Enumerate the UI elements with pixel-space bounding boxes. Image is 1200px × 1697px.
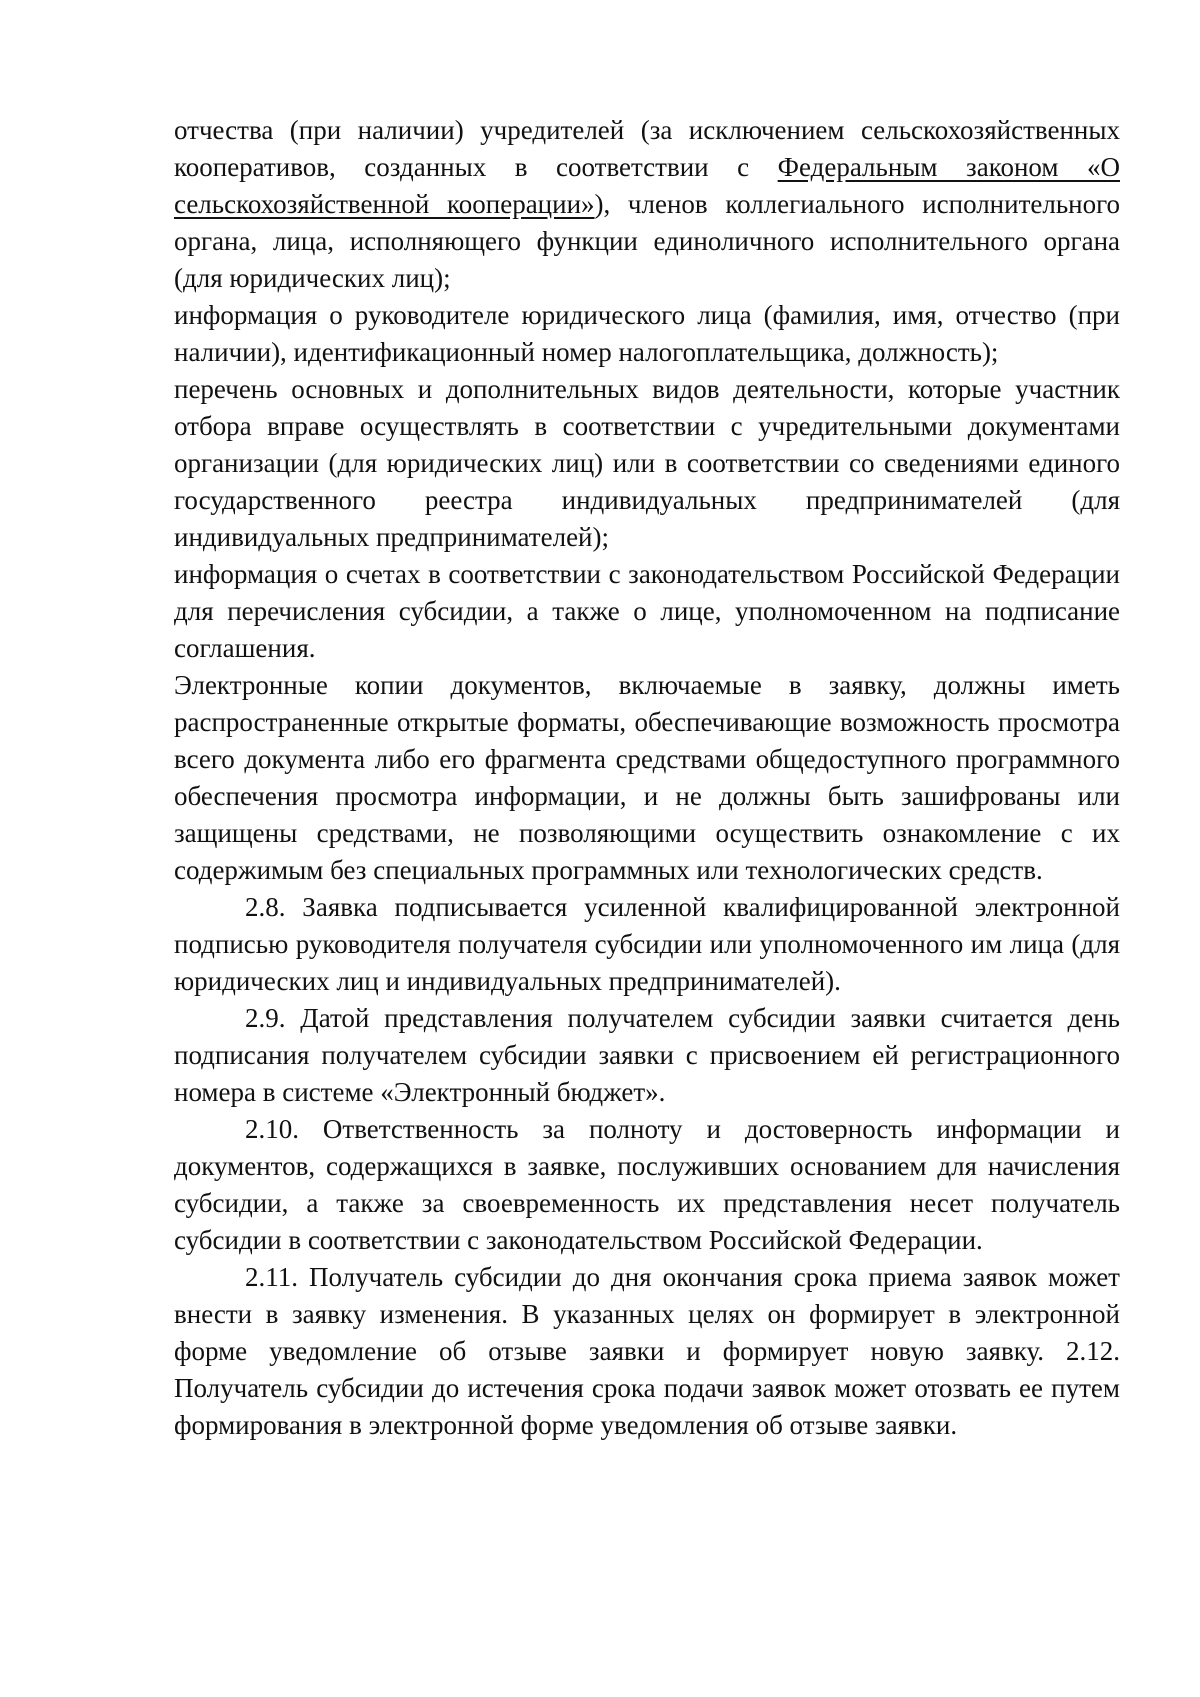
federal-law-link[interactable]: Федеральным законом «О сельскохозяйственной кооперации» xyxy=(174,152,1120,219)
paragraph-2-10: 2.10. Ответственность за полноту и достоверность информации и документов, содержащихся в заявке, послуживших основанием для начисления субсидии, а также за своевременность их представления несет получатель субсидии в соответствии с законодательством Российской Федерации. xyxy=(174,1114,1120,1255)
paragraph-2-11: 2.11. Получатель субсидии до дня окончания срока приема заявок может внести в заявку изменения. В указанных целях он формирует в электронной форме уведомление об отзыве заявки и формирует новую заявку. 2.12. Получатель субсидии до истечения срока подачи заявок может отозвать ее путем формирования в электронной форме уведомления об отзыве заявки. xyxy=(174,1262,1120,1440)
paragraph-founders-text-after: ), членов коллегиального исполнительного органа, лица, исполняющего функции единоличного исполнительного органа (для юридических лиц); xyxy=(174,189,1120,293)
paragraph-head-info: информация о руководителе юридического лица (фамилия, имя, отчество (при наличии), идентификационный номер налогоплательщика, должность); xyxy=(174,300,1120,367)
paragraph-accounts: информация о счетах в соответствии с законодательством Российской Федерации для перечисления субсидии, а также о лице, уполномоченном на подписание соглашения. xyxy=(174,559,1120,663)
paragraph-founders-text-before: отчества (при наличии) учредителей (за исключением сельскохозяйственных кооперативов, созданных в соответствии с xyxy=(174,115,1120,182)
paragraph-2-9: 2.9. Датой представления получателем субсидии заявки считается день подписания получателем субсидии заявки с присвоением ей регистрационного номера в системе «Электронный бюджет». xyxy=(174,1003,1120,1107)
paragraph-founders xyxy=(174,112,1120,297)
paragraph-electronic-copies: Электронные копии документов, включаемые в заявку, должны иметь распространенные открытые форматы, обеспечивающие возможность просмотра всего документа либо его фрагмента средствами общедоступного программного обеспечения просмотра информации, и не должны быть зашифрованы или защищены средствами, не позволяющими осуществить ознакомление с их содержимым без специальных программных или технологических средств. xyxy=(174,670,1120,885)
document-body xyxy=(174,112,1120,1444)
paragraph-activities: перечень основных и дополнительных видов деятельности, которые участник отбора вправе осуществлять в соответствии с учредительными документами организации (для юридических лиц) или в соответствии со сведениями единого государственного реестра индивидуальных предпринимателей (для индивидуальных предпринимателей); xyxy=(174,374,1120,552)
paragraph-2-8: 2.8. Заявка подписывается усиленной квалифицированной электронной подписью руководителя получателя субсидии или уполномоченного им лица (для юридических лиц и индивидуальных предпринимателей). xyxy=(174,892,1120,996)
